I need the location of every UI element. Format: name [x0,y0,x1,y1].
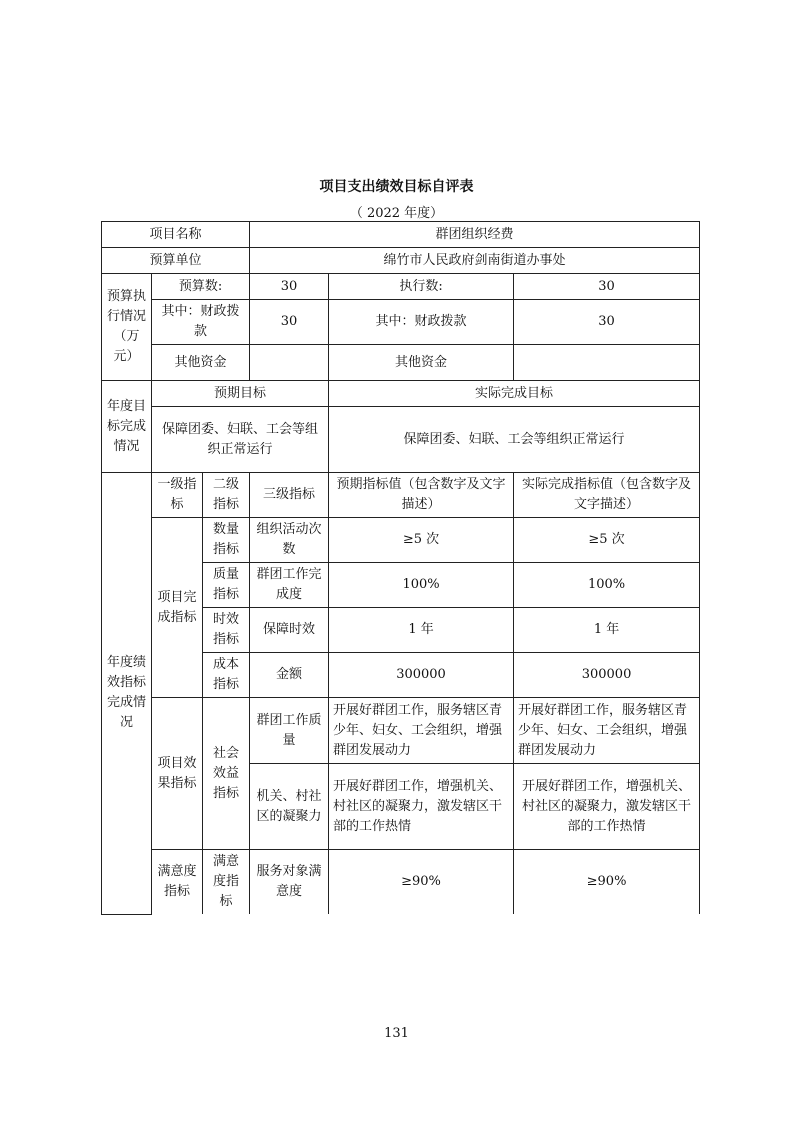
satisfaction-actual: ≥90% [514,850,700,915]
cost-label: 成本指标 [203,653,250,698]
social2-name: 机关、村社区的凝聚力 [250,764,329,850]
page-title: 项目支出绩效目标自评表 [319,179,474,195]
other-funds-label: 其他资金 [152,345,250,381]
quality-name: 群团工作完成度 [250,563,329,608]
other-funds-exec-label: 其他资金 [329,345,514,381]
fiscal-exec-value: 30 [514,300,700,345]
indicator-header-row [102,473,700,518]
actual-goal-text: 保障团委、妇联、工会等组织正常运行 [329,407,700,473]
quality-actual: 100% [514,563,700,608]
satisfaction-row [102,850,700,915]
fiscal-exec-label: 其中：财政拨款 [329,300,514,345]
completion-indicator-label: 项目完成指标 [152,518,203,698]
quality-expected: 100% [329,563,514,608]
budget-amount-label: 预算数: [152,274,250,300]
project-name-label: 项目名称 [102,222,250,248]
time-expected: 1 年 [329,608,514,653]
other-funds-exec-value [514,345,700,381]
social2-actual: 开展好群团工作，增强机关、村社区的凝聚力，激发辖区干部的工作热情 [514,764,700,850]
satisfaction-expected: ≥90% [329,850,514,915]
satisfaction-label: 满意度指标 [152,850,203,915]
budget-unit-value: 绵竹市人民政府剑南街道办事处 [250,248,700,274]
budget-section-label: 预算执行情况（万元） [102,274,152,381]
social1-name: 群团工作质量 [250,698,329,764]
expected-goal-header: 预期目标 [152,381,329,407]
budget-unit-row [102,248,700,274]
expected-goal-text: 保障团委、妇联、工会等组织正常运行 [152,407,329,473]
time-label: 时效指标 [203,608,250,653]
social1-actual: 开展好群团工作，服务辖区青少年、妇女、工会组织，增强群团发展动力 [514,698,700,764]
time-actual: 1 年 [514,608,700,653]
satisfaction-name: 服务对象满意度 [250,850,329,915]
quality-label: 质量指标 [203,563,250,608]
page-number: 131 [384,1026,409,1041]
quantity-row [102,518,700,563]
quantity-name: 组织活动次数 [250,518,329,563]
level2-header: 二级指标 [203,473,250,518]
effect-indicator-label: 项目效果指标 [152,698,203,850]
budget-row [102,274,700,300]
page-subtitle: （ 2022 年度） [349,206,444,221]
satisfaction-sub-label: 满意度指标 [203,850,250,915]
exec-amount-label: 执行数: [329,274,514,300]
level1-header: 一级指标 [152,473,203,518]
project-name-value: 群团组织经费 [250,222,700,248]
exec-amount-value: 30 [514,274,700,300]
quantity-label: 数量指标 [203,518,250,563]
annual-goal-section-label: 年度目标完成情况 [102,381,152,473]
social2-expected: 开展好群团工作，增强机关、村社区的凝聚力，激发辖区干部的工作热情 [329,764,514,850]
quantity-actual: ≥5 次 [514,518,700,563]
fiscal-label: 其中：财政拨款 [152,300,250,345]
annual-goal-header-row [102,381,700,407]
cost-expected: 300000 [329,653,514,698]
annual-goal-row [102,407,700,473]
social-benefit-row-1 [102,698,700,764]
social1-expected: 开展好群团工作，服务辖区青少年、妇女、工会组织，增强群团发展动力 [329,698,514,764]
actual-value-header: 实际完成指标值（包含数字及文字描述） [514,473,700,518]
time-name: 保障时效 [250,608,329,653]
fiscal-row [102,300,700,345]
actual-goal-header: 实际完成目标 [329,381,700,407]
cost-actual: 300000 [514,653,700,698]
level3-header: 三级指标 [250,473,329,518]
indicator-section-label: 年度绩效指标完成情况 [102,473,152,915]
expected-value-header: 预期指标值（包含数字及文字描述） [329,473,514,518]
budget-amount-value: 30 [250,274,329,300]
other-funds-row [102,345,700,381]
cost-name: 金额 [250,653,329,698]
project-name-row [102,222,700,248]
social-benefit-label: 社会效益指标 [203,698,250,850]
other-funds-value [250,345,329,381]
quantity-expected: ≥5 次 [329,518,514,563]
budget-unit-label: 预算单位 [102,248,250,274]
fiscal-value: 30 [250,300,329,345]
evaluation-table [101,221,700,915]
